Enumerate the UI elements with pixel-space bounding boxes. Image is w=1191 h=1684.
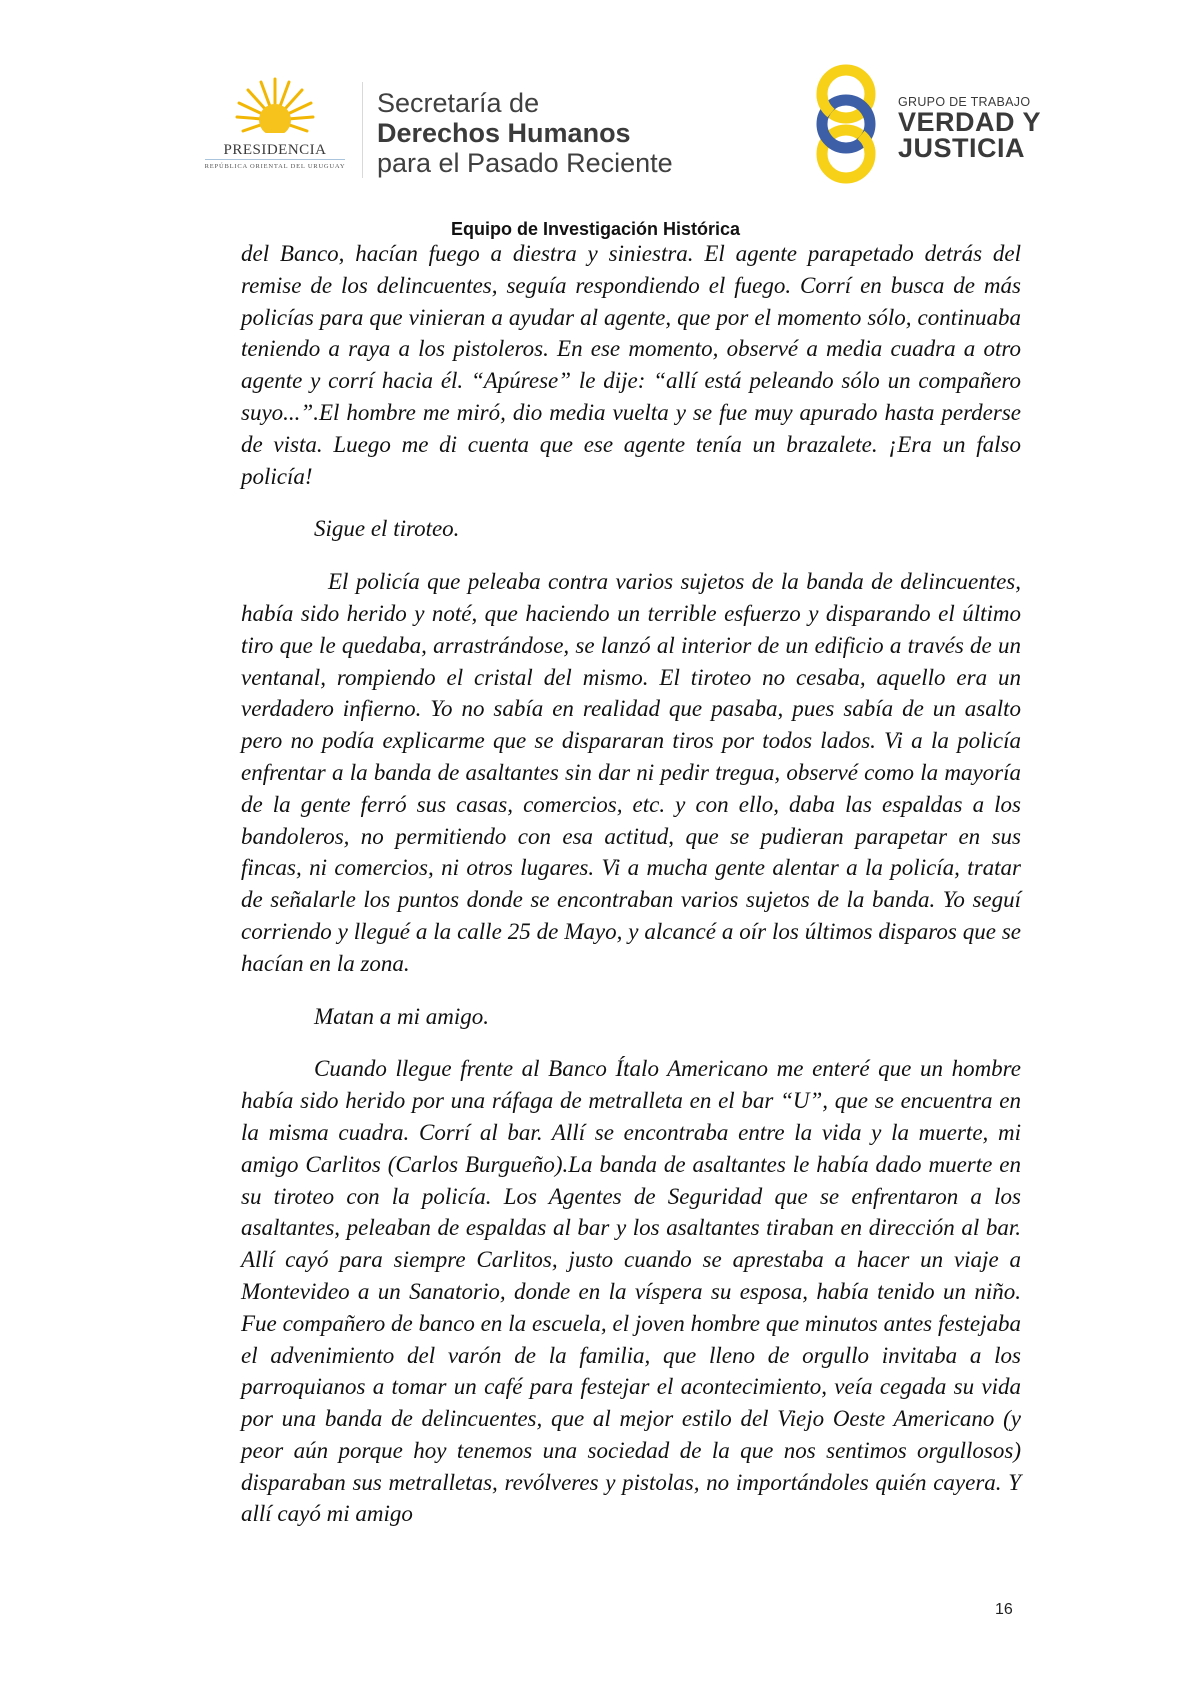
presidencia-subtitle: REPÚBLICA ORIENTAL DEL URUGUAY [204,163,346,170]
secretaria-line-1: Secretaría de [377,88,540,118]
page-header [0,0,1191,215]
presidencia-wordmark: PRESIDENCIA [223,142,327,158]
document-body [241,238,1021,1530]
section-heading-2: Matan a mi amigo. [314,1003,490,1029]
presidencia-logo [195,75,355,185]
secretaria-title [377,88,673,178]
secretaria-line-2: Derechos Humanos [377,118,631,148]
section-heading-1: Sigue el tiroteo. [314,516,460,542]
sun-icon [235,75,315,147]
logo-divider-line [205,159,345,160]
grupo-line-2: JUSTICIA [898,133,1026,163]
header-divider [362,82,363,178]
paragraph-3: Cuando llegue frente al Banco Ítalo Americano me enteré que un hombre había sido herido por una ráfaga de metralleta en el bar “U”, que se encuentra en la misma cuadra. Corrí al bar. Allí se encontraba entre la vida y la muerte, mi amigo Carlitos (Carlos Burgueño).La banda de asaltantes le había dado muerte en su tiroteo con la policía. Los Agentes de Seguridad que se enfrentaron a los asaltantes, peleaban de espaldas al bar y los asaltantes tiraban en dirección al bar. Allí cayó para siempre Carlitos, justo cuando se aprestaba a hacer un viaje a Montevideo a un Sanatorio, donde en la víspera su esposa, había tenido un niño. Fue compañero de banco en la escuela, el joven hombre que minutos antes festejaba el advenimiento del varón de la familia, que lleno de orgullo invitaba a los parroquianos a tomar un café para festejar el acontecimiento, veía cegada su vida por una banda de delincuentes, que al mejor estilo del Viejo Oeste Americano (y peor aún porque hoy tenemos una sociedad de la que nos sentimos orgullosos) disparaban sus metralletas, revólveres y pistolas, no importándoles quién cayera. Y allí cayó mi amigo [241,1056,1021,1527]
page-number: 16 [995,1601,1013,1618]
grupo-small-label: GRUPO DE TRABAJO [898,95,1031,109]
grupo-trabajo-title [898,95,1041,161]
grupo-line-1: VERDAD Y [898,107,1042,137]
paragraph-2: El policía que peleaba contra varios sujetos de la banda de delincuentes, había sido herido y noté, que haciendo un terrible esfuerzo y disparando el último tiro que le quedaba, arrastrándose, se lanzó al interior de un edificio a través de un ventanal, rompiendo el cristal del mismo. El tiroteo no cesaba, aquello era un verdadero infierno. Yo no sabía en realidad que pasaba, pues sabía de un asalto pero no podía explicarme que se dispararan tiros por todos lados. Vi a la policía enfrentar a la banda de asaltantes sin dar ni pedir tregua, observé como la mayoría de la gente ferró sus casas, comercios, etc. y con ello, daba las espaldas a los bandoleros, no permitiendo con esa actitud, que se pudieran parapetar en sus fincas, ni comercios, ni otros lugares. Vi a mucha gente alentar a la policía, tratar de señalarle los puntos donde se encontraban varios sujetos de la banda. Yo seguí corriendo y llegué a la calle 25 de Mayo, y alcancé a oír los últimos disparos que se hacían en la zona. [241,569,1021,976]
secretaria-line-3: para el Pasado Reciente [377,148,673,178]
rings-logo-icon [811,64,906,184]
paragraph-1: del Banco, hacían fuego a diestra y siniestra. El agente parapetado detrás del remise de los delincuentes, seguía respondiendo el fuego. Corrí en busca de más policías para que vinieran a ayudar al agente, que por el momento sólo, continuaba teniendo a raya a los pistoleros. En ese momento, observé a media cuadra a otro agente y corrí hacia él. “Apúrese” le dije: “allí está peleando sólo un compañero suyo...”.El hombre me miró, dio media vuelta y se fue muy apurado hasta perderse de vista. Luego me di cuenta que ese agente tenía un brazalete. ¡Era un falso policía! [241,241,1021,489]
team-title: Equipo de Investigación Histórica [450,219,741,239]
